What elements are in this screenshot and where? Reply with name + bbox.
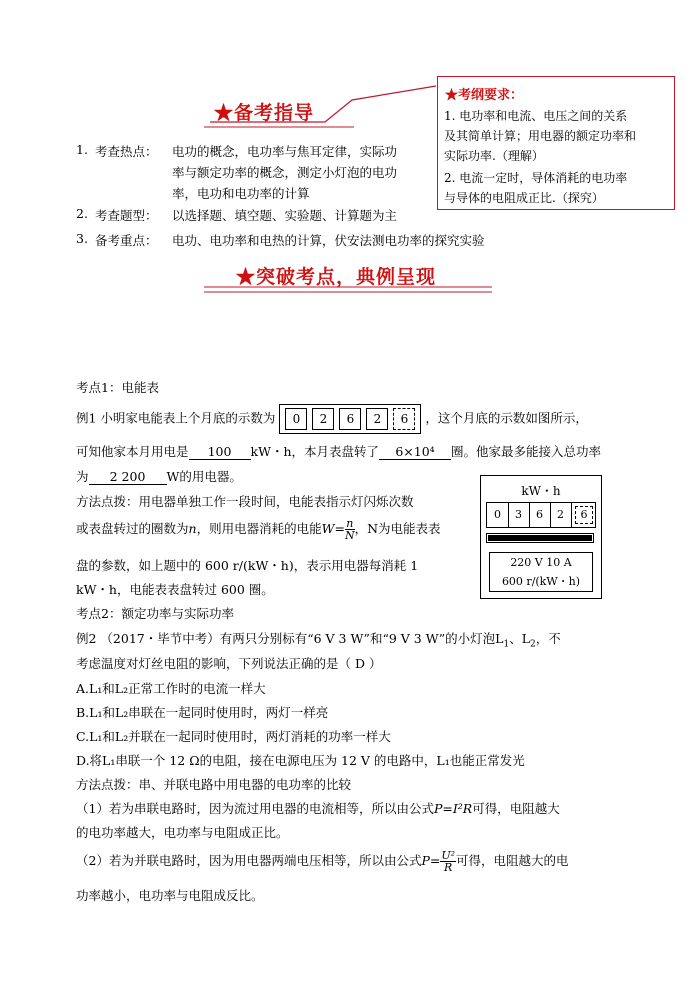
exam-box-line: 及其简单计算；用电器的额定功率和 [444, 129, 637, 143]
answer-blank-turns: 6×10⁴ [379, 445, 451, 460]
frac-top: U² [441, 849, 456, 862]
dial-digit: 0 [285, 408, 307, 430]
method1-line4: kW・h，电能表表盘转过 600 圈。 [76, 582, 274, 597]
example2-line2: 考虑温度对灯丝电阻的影响，下列说法正确的是（ D ） [76, 656, 382, 671]
text: ，不 [535, 631, 561, 646]
meter-disk-window [486, 533, 594, 543]
option-b: B.L₁和L₂串联在一起同时使用时，两灯一样亮 [76, 705, 329, 720]
meter-digit: 2 [550, 503, 572, 527]
example2-line1: 例2 （2017・毕节中考）有两只分别标有“6 V 3 W”和“9 V 3 W”的小灯泡$L_1$、$L_2$，不 [76, 631, 561, 650]
kp1-heading: 考点1：电能表 [76, 380, 159, 395]
meter-digits [486, 502, 596, 528]
dial-digit: 2 [366, 408, 388, 430]
guide-item-text: 电功、电功率和电热的计算，伏安法测电功率的探究实验 [172, 233, 485, 248]
example1-suffix: ，这个月底的示数如图所示， [425, 410, 588, 426]
text: 可得，电阻越大的电 [456, 853, 569, 868]
meter-reading-prev [279, 404, 421, 434]
answer-blank-power: 2 200 [89, 470, 167, 485]
text: = [334, 521, 345, 536]
var-n: n [188, 521, 197, 536]
method2-title: 方法点拨：串、并联电路中用电器的电功率的比较 [76, 777, 352, 792]
answer-blank-usage: 100 [189, 445, 251, 460]
energy-meter-figure [480, 475, 602, 599]
method1-line3: 盘的参数，如上题中的 600 r/(kW・h)，表示用电器每消耗 1 [76, 558, 419, 573]
method2-line4: 功率越小，电功率与电阻成反比。 [76, 888, 264, 903]
example1-prefix: 例1 小明家电能表上个月底的示数为 [76, 410, 276, 426]
meter-spec-2: 600 r/(kW・h) [501, 575, 581, 588]
meter-digit: 6 [529, 503, 551, 527]
text: （2）若为并联电路时，因为用电器两端电压相等，所以由公式 [76, 853, 422, 868]
method1-line1: 方法点拨：用电器单独工作一段时间，电能表指示灯闪烁次数 [76, 494, 414, 509]
meter-disk [488, 535, 592, 541]
meter-digit-decimal: 6 [575, 506, 593, 524]
meter-spec-1: 220 V 10 A [510, 556, 572, 569]
guide-item-label: 考查热点： [95, 144, 158, 159]
guide-item-label: 考查题型： [95, 208, 158, 223]
formula-p: P= [421, 853, 441, 868]
fraction-u2-over-r [440, 850, 456, 873]
example1-line2 [76, 442, 601, 460]
meter-spec-box [489, 552, 593, 592]
option-a: A.L₁和L₂正常工作时的电流一样大 [76, 681, 266, 696]
method2-line3 [76, 846, 569, 876]
frac-bot: R [444, 861, 453, 874]
guide-item-num: 1. [76, 142, 88, 157]
exam-box-line: 2. 电流一定时，导体消耗的电功率 [444, 171, 628, 185]
text: 圈。他家最多能接入总功率 [451, 444, 602, 459]
text: W的用电器。 [166, 469, 242, 484]
kp2-heading: 考点2：额定功率与实际功率 [76, 606, 234, 621]
text: 、L [509, 631, 531, 646]
text: 为 [76, 469, 89, 484]
dial-digit: 2 [312, 408, 334, 430]
dial-digit: 6 [339, 408, 361, 430]
dial-digit-decimal: 6 [393, 408, 415, 430]
method1-line2 [76, 516, 441, 542]
text: 例2 （2017・毕节中考）有两只分别标有“6 V 3 W”和“9 V 3 W”的小灯泡L [76, 631, 504, 646]
option-c: C.L₁和L₂并联在一起同时使用时，两灯消耗的功率一样大 [76, 729, 391, 744]
text: 可得，电阻越大 [472, 801, 560, 816]
guide-item-text: 以选择题、填空题、实验题、计算题为主 [172, 208, 398, 223]
text: 可知他家本月用电是 [76, 444, 189, 459]
guide-item-text: 率，电功和电功率的计算 [172, 186, 310, 201]
option-d: D.将L₁串联一个 12 Ω的电阻，接在电源电压为 12 V 的电路中，L₁也能正常发光 [76, 753, 525, 768]
text: 或表盘转过的圈数为 [76, 521, 189, 536]
meter-unit: kW・h [521, 484, 561, 498]
meter-digit: 3 [508, 503, 530, 527]
guide-item-label: 备考重点： [95, 233, 158, 248]
guide-item-text: 电功的概念，电功率与焦耳定律，实际功 [172, 144, 398, 159]
text: kW・h，本月表盘转了 [250, 444, 379, 459]
meter-digit: 0 [487, 503, 509, 527]
guide-item-num: 3. [76, 231, 88, 246]
frac-top: n [346, 517, 354, 530]
example1-line1 [76, 404, 588, 432]
method2-line2: 的电功率越大，电功率与电阻成正比。 [76, 825, 289, 840]
example1-line3 [76, 467, 242, 485]
guide-item-text: 率与额定功率的概念，测定小灯泡的电功 [172, 165, 398, 180]
text: ，则用电器消耗的电能 [196, 521, 322, 536]
guide-title: ★备考指导 [214, 102, 315, 124]
var-W: W [321, 521, 335, 536]
formula-p-i2r: P=I²R [433, 801, 473, 816]
exam-box-line: 1. 电功率和电流、电压之间的关系 [444, 109, 628, 123]
method2-line1 [76, 799, 560, 817]
exam-box-line: 实际功率.（理解） [444, 149, 544, 163]
fraction-n-over-N [345, 518, 355, 541]
section2-title: ★突破考点，典例呈现 [236, 266, 437, 288]
exam-box-title: ★考纲要求： [445, 88, 524, 103]
text: ，N为电能表表 [354, 521, 441, 536]
text: （1）若为串联电路时，因为流过用电器的电流相等，所以由公式 [76, 801, 434, 816]
guide-item-num: 2. [76, 206, 88, 221]
exam-requirement-box [437, 76, 675, 210]
exam-box-line: 与导体的电阻成正比.（探究） [444, 191, 604, 205]
frac-bot: N [344, 529, 355, 542]
